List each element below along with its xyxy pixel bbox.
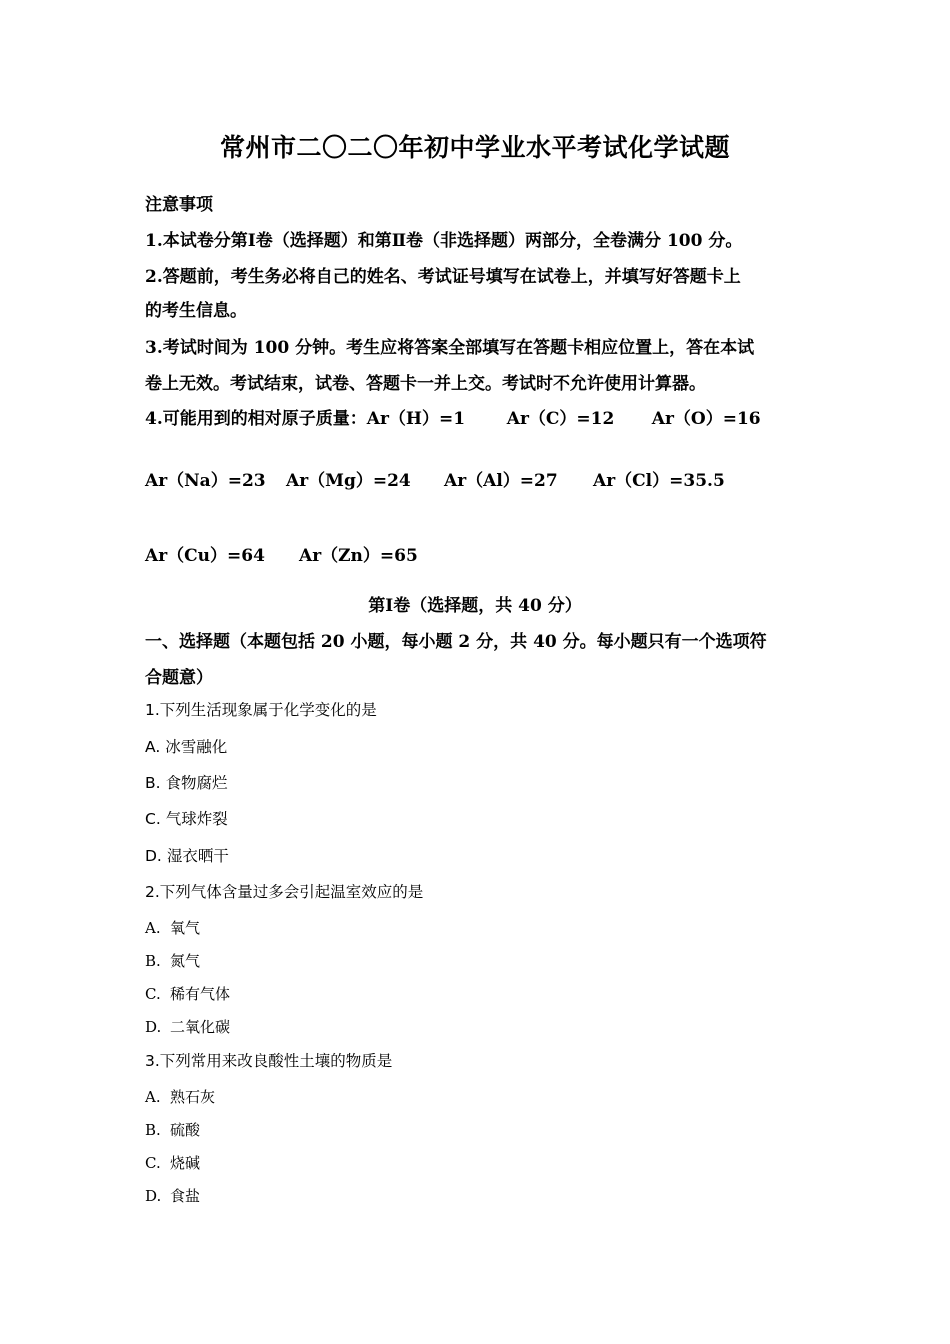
question-3-option-b (145, 1119, 200, 1140)
atomic-mass-row-1 (145, 404, 761, 429)
section-instruction-a: 一、选择题（本题包括 20 小题，每小题 2 分，共 40 分。每小题只有一个选项符 (145, 632, 767, 652)
question-3-option-a (145, 1086, 215, 1107)
option-letter: A. (145, 919, 161, 937)
option-text: 熟石灰 (170, 1088, 216, 1106)
question-2-option-c (145, 983, 230, 1004)
notice-line-3a: 3.考试时间为 100 分钟。考生应将答案全部填写在答题卡相应位置上，答在本试 (145, 338, 755, 358)
question-3-stem: 3.下列常用来改良酸性土壤的物质是 (145, 1052, 393, 1070)
atomic-mass-row-2 (145, 466, 725, 491)
option-text: 冰雪融化 (165, 738, 228, 756)
question-1-option-c (145, 807, 228, 829)
notice-line-2a: 2.答题前，考生务必将自己的姓名、考试证号填写在试卷上，并填写好答题卡上 (145, 267, 741, 287)
question-1-option-a (145, 735, 227, 757)
notice-heading: 注意事项 (145, 195, 213, 215)
question-1-option-b (145, 771, 228, 793)
question-3-option-c (145, 1152, 200, 1173)
option-letter: A. (145, 1088, 161, 1106)
option-text: 硫酸 (170, 1121, 201, 1139)
option-letter: B. (145, 1121, 161, 1139)
option-letter: C. (145, 810, 161, 828)
option-text: 气球炸裂 (165, 810, 228, 828)
atomic-mass-cl: Ar（Cl）=35.5 (593, 471, 725, 491)
question-2-stem: 2.下列气体含量过多会引起温室效应的是 (145, 883, 424, 901)
atomic-mass-c: Ar（C）=12 (506, 409, 615, 429)
section-heading: 第Ⅰ卷（选择题，共 40 分） (368, 596, 582, 616)
notice-line-1: 1.本试卷分第Ⅰ卷（选择题）和第Ⅱ卷（非选择题）两部分，全卷满分 100 分。 (145, 231, 743, 251)
option-letter: D. (145, 1187, 162, 1205)
option-letter: C. (145, 985, 161, 1003)
question-2-option-d (145, 1016, 230, 1037)
question-3-option-d (145, 1185, 200, 1206)
atomic-mass-prefix: 4.可能用到的相对原子质量： (145, 409, 367, 429)
exam-title: 常州市二〇二〇年初中学业水平考试化学试题 (219, 133, 730, 162)
notice-line-2b: 的考生信息。 (145, 301, 247, 321)
option-letter: B. (145, 774, 161, 792)
option-text: 氮气 (170, 952, 201, 970)
atomic-mass-mg: Ar（Mg）=24 (286, 471, 411, 491)
notice-line-3b: 卷上无效。考试结束，试卷、答题卡一并上交。考试时不允许使用计算器。 (145, 374, 706, 394)
section-instruction-b: 合题意） (145, 668, 213, 688)
option-text: 湿衣晒干 (166, 847, 229, 865)
option-letter: D. (145, 847, 162, 865)
question-2-option-b (145, 950, 200, 971)
atomic-mass-cu: Ar（Cu）=64 (145, 546, 265, 566)
option-text: 食盐 (170, 1187, 201, 1205)
question-1-stem: 1.下列生活现象属于化学变化的是 (145, 701, 377, 719)
atomic-mass-row-3 (145, 541, 418, 566)
option-letter: D. (145, 1018, 162, 1036)
atomic-mass-na: Ar（Na）=23 (145, 471, 266, 491)
option-text: 稀有气体 (170, 985, 231, 1003)
option-text: 二氧化碳 (170, 1018, 231, 1036)
option-letter: B. (145, 952, 161, 970)
option-letter: C. (145, 1154, 161, 1172)
atomic-mass-al: Ar（Al）=27 (444, 471, 558, 491)
atomic-mass-zn: Ar（Zn）=65 (299, 546, 418, 566)
option-text: 氧气 (170, 919, 201, 937)
option-text: 烧碱 (170, 1154, 201, 1172)
question-2-option-a (145, 917, 200, 938)
option-letter: A. (145, 738, 161, 756)
question-1-option-d (145, 844, 229, 866)
option-text: 食物腐烂 (165, 774, 228, 792)
atomic-mass-o: Ar（O）=16 (651, 409, 761, 429)
atomic-mass-h: Ar（H）=1 (366, 409, 466, 429)
